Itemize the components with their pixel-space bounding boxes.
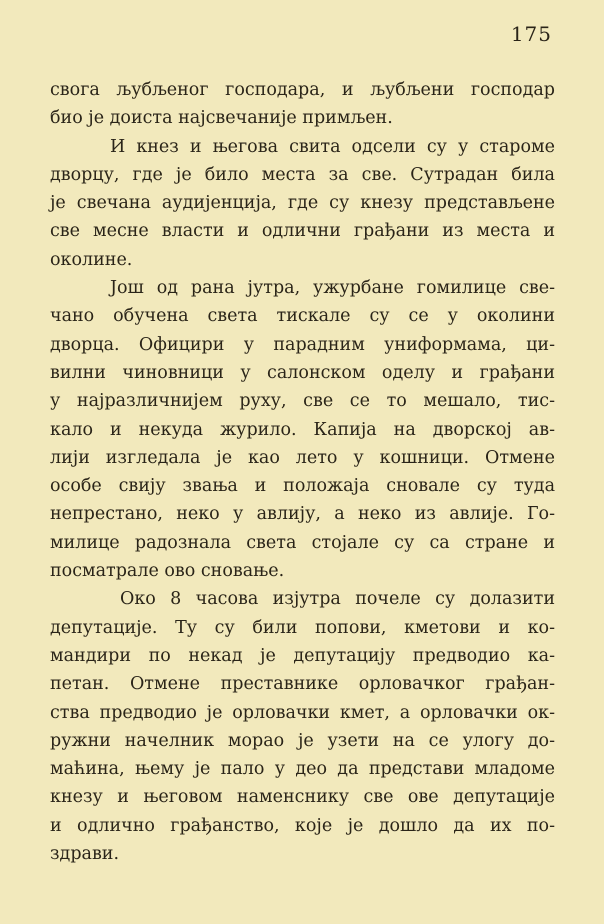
text-line: депутације. Ту су били попови, кметови и ко- bbox=[50, 617, 555, 638]
text-line: ства предводио је орловачки кмет, а орловачки ок- bbox=[50, 702, 555, 723]
text-line: све месне власти и одлични грађани из места и bbox=[50, 221, 555, 242]
text-line: дворца. Официри у парадним униформама, ци- bbox=[50, 334, 555, 355]
text-line: ружни начелник морао је узети на се улогу до- bbox=[50, 730, 555, 751]
text-line: и одлично грађанство, које је дошло да их по- bbox=[50, 815, 555, 836]
text-line: свога љубљеног господара, и љубљени господар bbox=[50, 80, 555, 100]
paragraph-start-line: Око 8 часова изјутра почеле су долазити bbox=[120, 589, 555, 610]
text-line: је свечана аудијенција, где су кнезу представљене bbox=[50, 193, 555, 214]
text-line: дворцу, где је било места за све. Сутрадан била bbox=[50, 164, 555, 185]
paragraph-start-line: Још од рана јутра, ужурбане гомилице све- bbox=[110, 278, 555, 299]
text-line: чано обучена света тискале су се у околини bbox=[50, 306, 555, 327]
paragraph-start-line: И кнез и његова свита одсели су у староме bbox=[110, 136, 555, 157]
text-line: кало и некуда журило. Капија на дворској ав- bbox=[50, 419, 555, 440]
text-line: био је доиста најсвечаније примљен. bbox=[50, 108, 393, 129]
body-text bbox=[50, 76, 555, 868]
text-line: непрестано, неко у авлију, а неко из авлије. Го- bbox=[50, 504, 555, 525]
text-line: посматрале ово сновање. bbox=[50, 561, 285, 582]
text-line: кнезу и његовом наменснику све ове депутације bbox=[50, 787, 555, 808]
text-line: особе свију звања и положаја сновале су туда bbox=[50, 476, 555, 497]
text-line: петан. Отмене преставнике орловачког грађан- bbox=[50, 674, 555, 695]
text-line: околине. bbox=[50, 249, 133, 270]
text-line: маћина, њему је пало у део да представи младоме bbox=[50, 759, 555, 780]
text-line: мандири по некад је депутацију предводио ка- bbox=[50, 645, 555, 666]
page-number: 175 bbox=[510, 22, 552, 46]
text-line: лији изгледала је као лето у кошници. Отмене bbox=[50, 447, 555, 468]
text-line: у најразличнијем руху, све се то мешало, тис- bbox=[50, 391, 555, 412]
text-line: здрави. bbox=[50, 844, 120, 865]
text-line: вилни чиновници у салонском оделу и грађани bbox=[50, 362, 555, 383]
text-line: милице радознала света стојале су са стране и bbox=[50, 532, 555, 553]
